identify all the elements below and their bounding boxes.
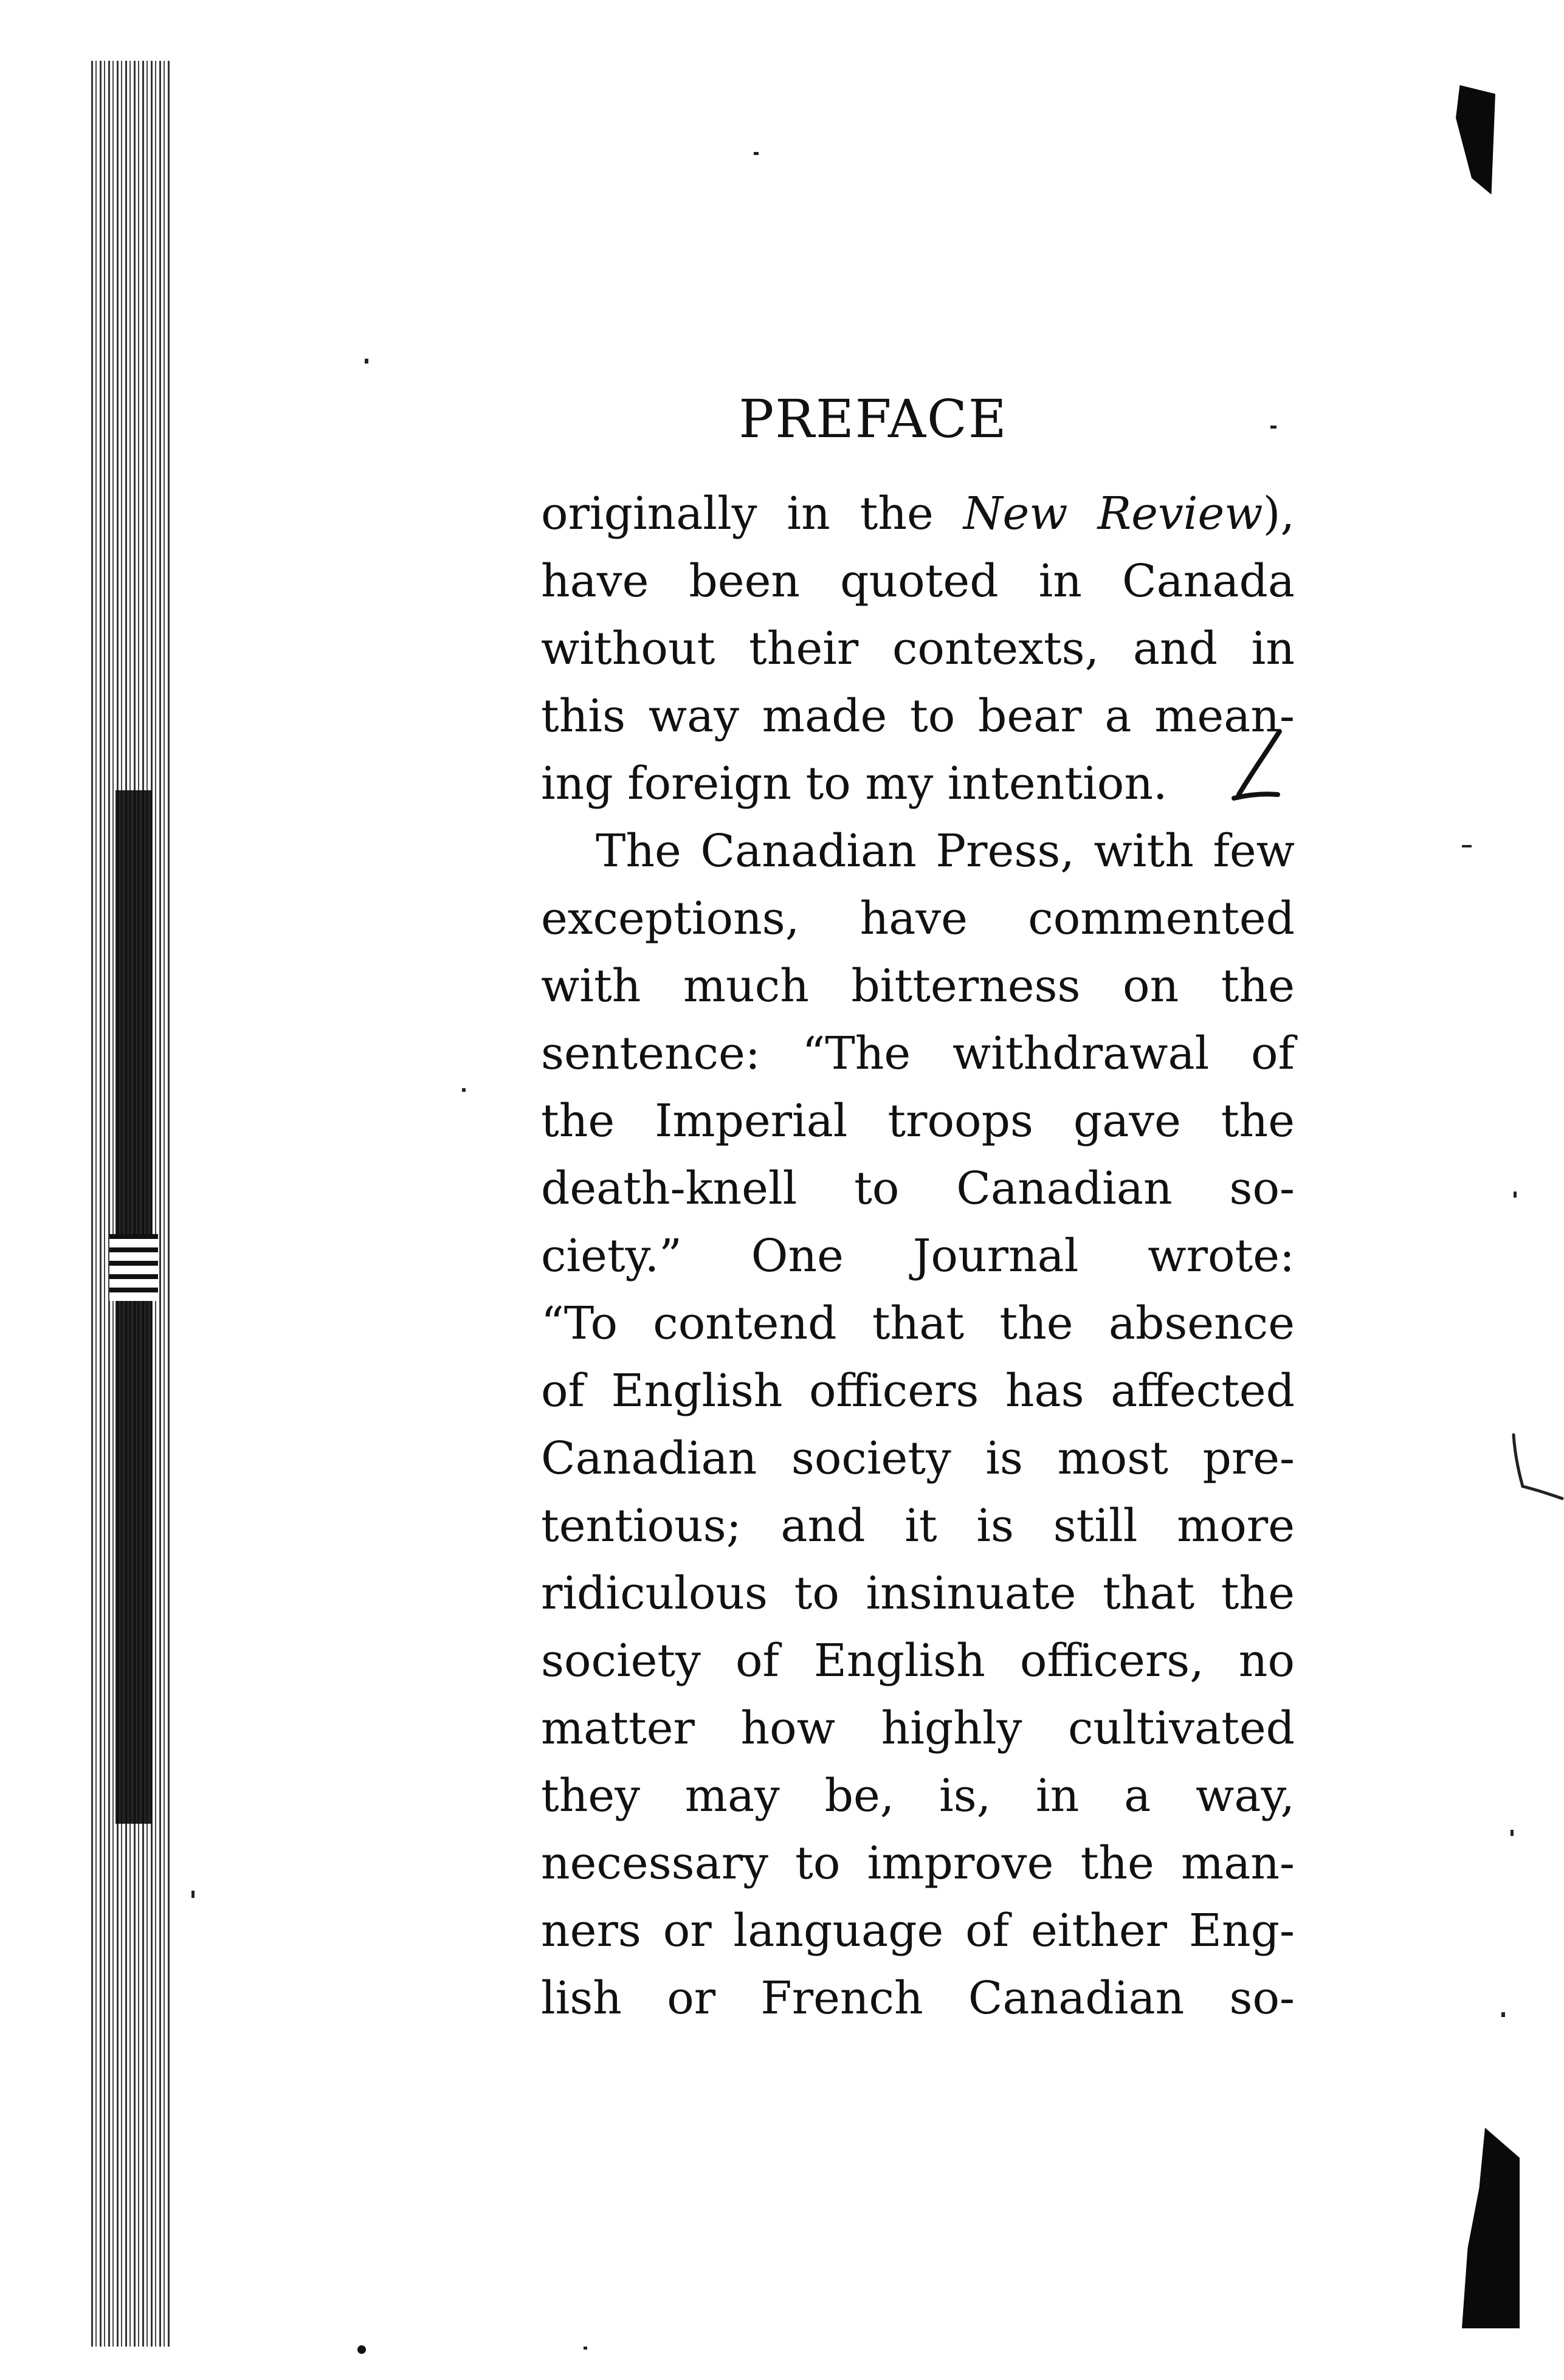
text-line: matter how highly cultivated: [541, 1702, 1295, 1754]
scan-speck: [191, 1891, 195, 1898]
binding-edge-gap: [109, 1234, 158, 1301]
text-line-segment: originally in the: [541, 488, 963, 540]
scan-speck: [365, 359, 368, 364]
scan-speck: [462, 1088, 466, 1092]
running-head: PREFACE: [739, 389, 1008, 450]
text-line: necessary to improve the man-: [541, 1837, 1295, 1889]
text-line: the Imperial troops gave the: [541, 1095, 1295, 1147]
text-line: without their contexts, and in: [541, 623, 1295, 675]
text-line-segment: ),: [1263, 488, 1295, 540]
scan-speck: [1501, 2012, 1505, 2017]
text-line: ridiculous to insinuate that the: [541, 1567, 1295, 1619]
text-line: ciety.” One Journal wrote:: [541, 1230, 1295, 1282]
scan-speck: [1462, 845, 1472, 847]
text-line: [541, 480, 1295, 548]
text-line: society of English officers, no: [541, 1635, 1295, 1687]
text-line: this way made to bear a mean-: [541, 690, 1295, 742]
text-line: they may be, is, in a way,: [541, 1770, 1295, 1822]
scan-speck: [1511, 1830, 1514, 1836]
text-line: ners or language of either Eng-: [541, 1905, 1295, 1957]
page-edge-mark-bottom: [1462, 2128, 1520, 2328]
text-line: “To contend that the absence: [541, 1297, 1295, 1350]
body-text: [541, 480, 1295, 2032]
scan-speck: [754, 152, 759, 155]
binding-edge-dark-band: [115, 790, 152, 1824]
scan-speck: [1514, 1192, 1517, 1198]
text-line: death-knell to Canadian so-: [541, 1162, 1295, 1215]
text-line: have been quoted in Canada: [541, 555, 1295, 607]
text-line: The Canadian Press, with few: [596, 825, 1295, 877]
page-edge-mark-top: [1456, 85, 1495, 195]
scan-speck: [357, 2345, 366, 2354]
text-line: of English officers has affected: [541, 1365, 1295, 1417]
text-line: Canadian society is most pre-: [541, 1432, 1295, 1485]
text-line: tentious; and it is still more: [541, 1500, 1295, 1552]
periodical-title: New Review: [963, 488, 1263, 540]
text-line: sentence: “The withdrawal of: [541, 1027, 1295, 1080]
text-line: lish or French Canadian so-: [541, 1972, 1295, 2024]
scan-speck: [584, 2347, 587, 2350]
margin-tick-mark-icon: [1501, 1429, 1564, 1502]
text-line: ing foreign to my intention.: [541, 757, 1168, 810]
text-line: with much bitterness on the: [541, 960, 1295, 1012]
text-line: exceptions, have commented: [541, 892, 1295, 945]
